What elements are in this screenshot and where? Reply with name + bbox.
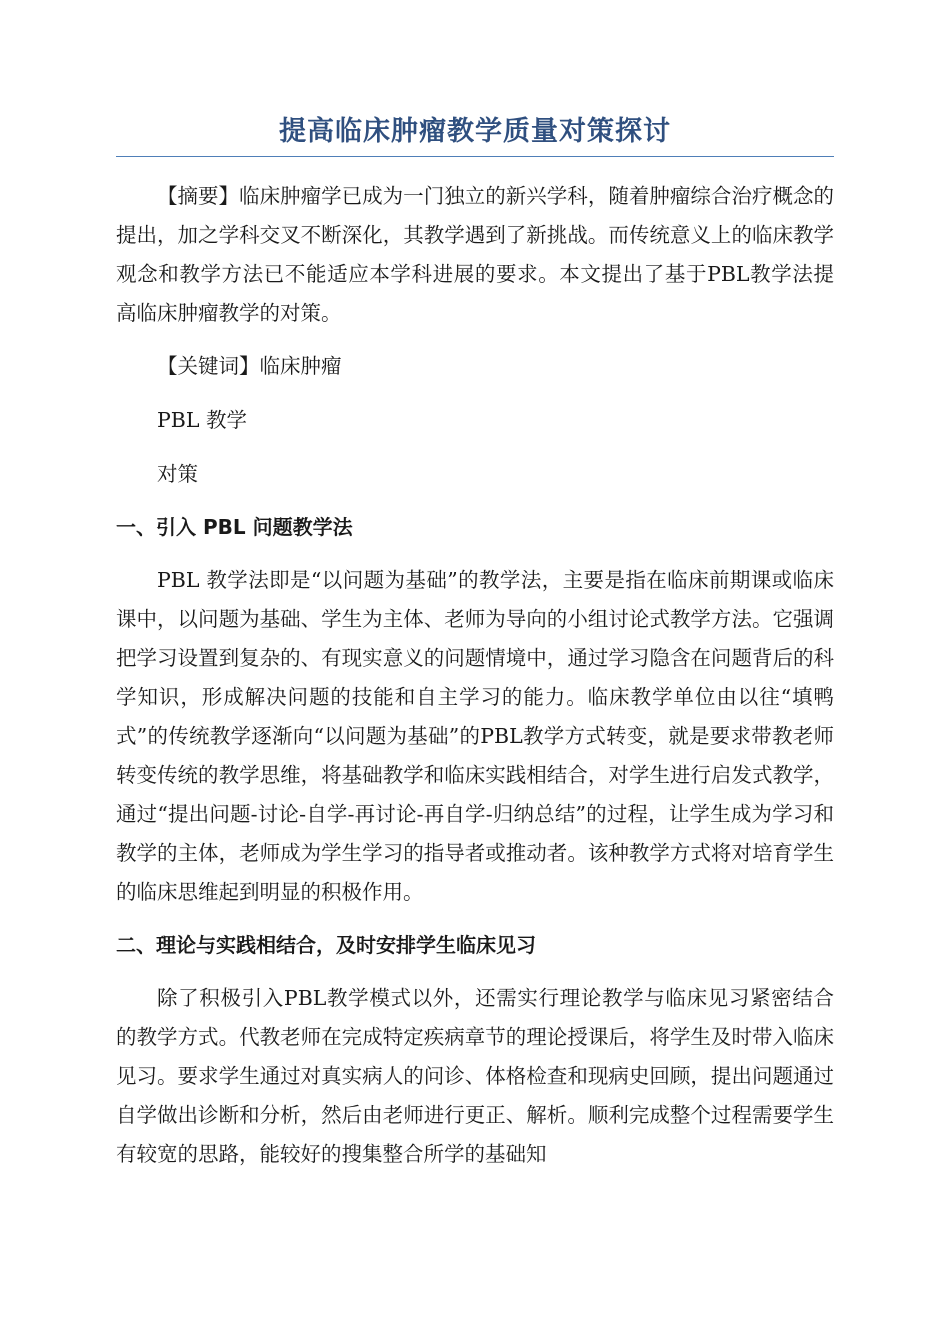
section-heading: 二、理论与实践相结合，及时安排学生临床见习 (116, 933, 536, 957)
section-body: PBL 教学法即是“以问题为基础”的教学法，主要是指在临床前期课或临床课中，以问题为基础、学生为主体、老师为导向的小组讨论式教学方法。它强调把学习设置到复杂的、有现实意义的问题情境中，通过学习隐含在问题背后的科学知识，形成解决问题的技能和自主学习的能力。临床教学单位由以往“填鸭式”的传统教学逐渐向“以问题为基础”的PBL教学方式转变，就是要求带教老师转变传统的教学思维，将基础教学和临床实践相结合，对学生进行启发式教学，通过“提出问题-讨论-自学-再讨论-再自学-归纳总结”的过程，让学生成为学习和教学的主体，老师成为学生学习的指导者或推动者。该种教学方式将对培育学生的临床思维起到明显的积极作用。 (116, 568, 834, 904)
section-heading: 一、引入 PBL 问题教学法 (116, 515, 353, 539)
keywords-label: 【关键词】临床肿瘤 (157, 354, 342, 378)
abstract-paragraph: 【摘要】临床肿瘤学已成为一门独立的新兴学科，随着肿瘤综合治疗概念的提出，加之学科交叉不断深化，其教学遇到了新挑战。而传统意义上的临床教学观念和教学方法已不能适应本学科进展的要求。本文提出了基于PBL教学法提高临床肿瘤教学的对策。 (116, 184, 834, 325)
document-title: 提高临床肿瘤教学质量对策探讨 (116, 110, 834, 157)
keyword-item: 对策 (157, 462, 198, 486)
keywords-block (116, 347, 834, 494)
document-page (116, 110, 834, 1174)
section-body: 除了积极引入PBL教学模式以外，还需实行理论教学与临床见习紧密结合的教学方式。代教老师在完成特定疾病章节的理论授课后，将学生及时带入临床见习。要求学生通过对真实病人的问诊、体格检查和现病史回顾，提出问题通过自学做出诊断和分析，然后由老师进行更正、解析。顺利完成整个过程需要学生有较宽的思路，能较好的搜集整合所学的基础知 (116, 986, 834, 1166)
keyword-item: PBL 教学 (157, 408, 247, 432)
